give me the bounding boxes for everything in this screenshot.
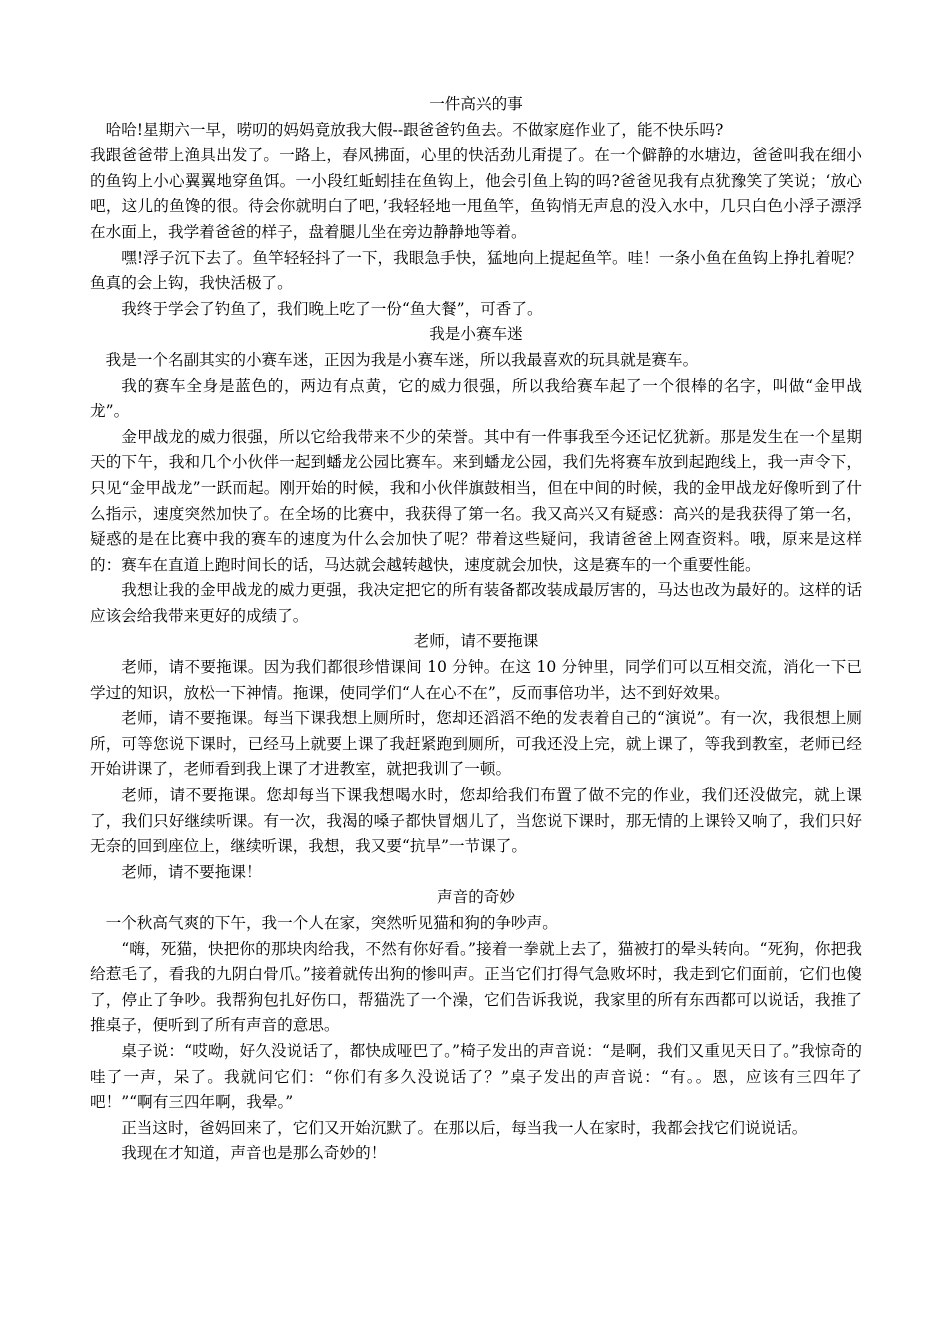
essay-section-teacher-no-delay bbox=[90, 629, 862, 885]
essay-title: 我是小赛车迷 bbox=[429, 325, 523, 344]
document-page bbox=[90, 92, 862, 1167]
essay-paragraph: 老师，请不要拖课！ bbox=[121, 862, 262, 881]
essay-paragraph: 嘿!浮子沉下去了。鱼竿轻轻抖了一下，我眼急手快，猛地向上提起鱼竿。哇！一条小鱼在鱼钩上挣扎着呢？鱼真的会上钩，我快活极了。 bbox=[90, 248, 862, 293]
essay-title: 老师，请不要拖课 bbox=[413, 632, 539, 651]
essay-paragraph: 我跟爸爸带上渔具出发了。一路上，春风拂面，心里的快活劲儿甭提了。在一个僻静的水塘边，爸爸叫我在细小的鱼钩上小心翼翼地穿鱼饵。一小段红蚯蚓挂在鱼钩上，他会引鱼上钩的吗?爸爸见我有点犹豫笑了笑说；‘放心吧，这儿的鱼馋的很。待会你就明白了吧，’我轻轻地一甩鱼竿，鱼钩悄无声息的没入水中，几只白色小浮子漂浮在水面上，我学着爸爸的样子，盘着腿儿坐在旁边静静地等着。 bbox=[90, 146, 862, 241]
essay-paragraph: 我终于学会了钓鱼了，我们晚上吃了一份“鱼大餐”，可香了。 bbox=[121, 299, 543, 318]
essay-paragraph: 我的赛车全身是蓝色的，两边有点黄，它的威力很强，所以我给赛车起了一个很棒的名字，叫做“金甲战龙”。 bbox=[90, 376, 862, 421]
essay-paragraph: 哈哈!星期六一早，唠叨的妈妈竟放我大假--跟爸爸钓鱼去。不做家庭作业了，能不快乐吗? bbox=[105, 120, 724, 139]
essay-paragraph: 金甲战龙的威力很强，所以它给我带来不少的荣誉。其中有一件事我至今还记忆犹新。那是发生在一个星期天的下午，我和几个小伙伴一起到蟠龙公园比赛车。来到蟠龙公园，我们先将赛车放到起跑线上，我一声令下，只见“金甲战龙”一跃而起。刚开始的时候，我和小伙伴旗鼓相当，但在中间的时候，我的金甲战龙好像听到了什么指示，速度突然加快了。在全场的比赛中，我获得了第一名。我又高兴又有疑惑：高兴的是我获得了第一名，疑惑的是在比赛中我的赛车的速度为什么会加快了呢？带着这些疑问，我请爸爸上网查资料。哦，原来是这样的：赛车在直道上跑时间长的话，马达就会越转越快，速度就会加快，这是赛车的一个重要性能。 bbox=[90, 427, 862, 574]
essay-paragraph: 我想让我的金甲战龙的威力更强，我决定把它的所有装备都改装成最厉害的，马达也改为最好的。这样的话应该会给我带来更好的成绩了。 bbox=[90, 581, 862, 625]
essay-paragraph: 老师，请不要拖课。每当下课我想上厕所时，您却还滔滔不绝的发表着自己的“演说”。有一次，我很想上厕所，可等您说下课时，已经马上就要上课了我赶紧跑到厕所，可我还没上完，就上课了，等我到教室，老师已经开始讲课了，老师看到我上课了才进教室，就把我训了一顿。 bbox=[90, 709, 862, 779]
essay-paragraph: 老师，请不要拖课。您却每当下课我想喝水时，您却给我们布置了做不完的作业，我们还没做完，就上课了，我们只好继续听课。有一次，我渴的嗓子都快冒烟儿了，当您说下课时，那无情的上课铃又响了，我们只好无奈的回到座位上，继续听课，我想，我又要“抗旱”一节课了。 bbox=[90, 786, 862, 856]
essay-section-race-car-fan bbox=[90, 322, 862, 629]
essay-paragraph: 一个秋高气爽的下午，我一个人在家，突然听见猫和狗的争吵声。 bbox=[105, 914, 558, 932]
essay-paragraph: 正当这时，爸妈回来了，它们又开始沉默了。在那以后，每当我一人在家时，我都会找它们说说话。 bbox=[121, 1118, 808, 1137]
essay-paragraph: “嗨，死猫，快把你的那块肉给我，不然有你好看。”接着一拳就上去了，猫被打的晕头转向。“死狗，你把我给惹毛了，看我的九阴白骨爪。”接着就传出狗的惨叫声。正当它们打得气急败坏时，我走到它们面前，它们也傻了，停止了争吵。我帮狗包扎好伤口，帮猫洗了一个澡，它们告诉我说，我家里的所有东西都可以说话，我推了推桌子，便听到了所有声音的意思。 bbox=[90, 939, 862, 1035]
essay-paragraph: 桌子说：“哎呦，好久没说话了，都快成哑巴了。”椅子发出的声音说：“是啊，我们又重见天日了。”我惊奇的哇了一声，呆了。我就问它们：“你们有多久没说话了？”桌子发出的声音说：“有。。恩，应该有三四年了吧！”“啊有三四年啊，我晕。” bbox=[90, 1041, 862, 1112]
essay-title: 声音的奇妙 bbox=[437, 888, 515, 907]
essay-paragraph: 我是一个名副其实的小赛车迷，正因为我是小赛车迷，所以我最喜欢的玩具就是赛车。 bbox=[105, 350, 699, 369]
essay-title: 一件高兴的事 bbox=[429, 95, 523, 113]
essay-section-happy-thing bbox=[90, 92, 862, 322]
essay-paragraph: 老师，请不要拖课。因为我们都很珍惜课间 10 分钟。在这 10 分钟里，同学们可以互相交流，消化一下已学过的知识，放松一下神情。拖课，使同学们“人在心不在”，反而事倍功半，达不到好效果。 bbox=[90, 658, 862, 702]
essay-section-wonder-of-sound bbox=[90, 885, 862, 1167]
essay-paragraph: 我现在才知道，声音也是那么奇妙的！ bbox=[121, 1144, 387, 1163]
